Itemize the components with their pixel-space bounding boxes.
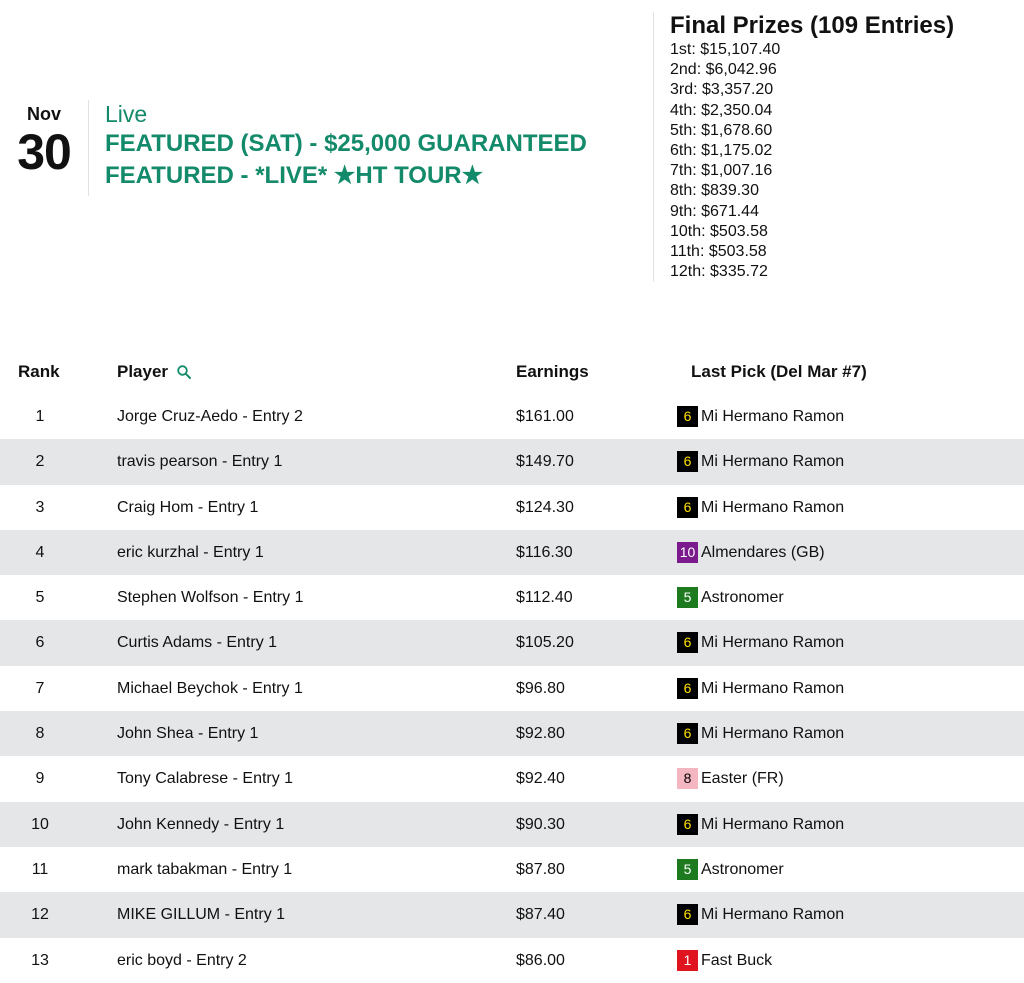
prize-item: 9th: $671.44 <box>670 202 759 220</box>
table-row[interactable] <box>0 666 1024 711</box>
horse-name: Mi Hermano Ramon <box>701 634 845 652</box>
rank-cell: 12 <box>31 906 49 924</box>
earnings-cell: $112.40 <box>516 589 573 607</box>
saddlecloth-number: 1 <box>677 950 698 971</box>
rank-cell: 5 <box>35 589 45 607</box>
table-row[interactable] <box>0 394 1024 439</box>
earnings-cell: $90.30 <box>516 815 565 833</box>
horse-name: Mi Hermano Ramon <box>701 906 845 924</box>
saddlecloth-number: 8 <box>677 768 698 789</box>
prize-item: 12th: $335.72 <box>670 263 768 281</box>
prizes-panel <box>670 12 954 282</box>
earnings-cell: $105.20 <box>516 634 574 652</box>
header-player[interactable] <box>117 362 192 382</box>
last-pick-cell <box>677 485 844 530</box>
prize-item: 7th: $1,007.16 <box>670 162 773 180</box>
search-icon[interactable] <box>176 364 192 380</box>
prizes-title: Final Prizes (109 Entries) <box>670 12 955 39</box>
last-pick-cell <box>677 530 825 575</box>
rank-cell: 6 <box>35 634 45 652</box>
table-header <box>0 348 1024 394</box>
last-pick-cell <box>677 847 784 892</box>
saddlecloth-number: 6 <box>677 406 698 427</box>
rank-cell: 8 <box>35 725 45 743</box>
saddlecloth-number: 6 <box>677 632 698 653</box>
player-cell[interactable]: travis pearson - Entry 1 <box>117 453 283 471</box>
player-cell[interactable]: John Shea - Entry 1 <box>117 725 259 743</box>
earnings-cell: $92.40 <box>516 770 565 788</box>
event-month: Nov <box>26 104 61 124</box>
saddlecloth-number: 6 <box>677 678 698 699</box>
last-pick-cell <box>677 938 772 983</box>
saddlecloth-number: 6 <box>677 451 698 472</box>
table-row[interactable] <box>0 802 1024 847</box>
rank-cell: 13 <box>31 951 49 969</box>
prize-item: 11th: $503.58 <box>670 243 767 261</box>
earnings-cell: $87.40 <box>516 906 565 924</box>
last-pick-cell <box>677 575 784 620</box>
prize-item: 5th: $1,678.60 <box>670 121 773 139</box>
event-date <box>0 102 88 178</box>
earnings-cell: $116.30 <box>516 543 573 561</box>
table-body <box>0 394 1024 983</box>
earnings-cell: $124.30 <box>516 498 574 516</box>
leaderboard-table <box>0 348 1024 983</box>
prize-item: 10th: $503.58 <box>670 222 768 240</box>
prizes-divider <box>653 12 654 282</box>
prize-item: 8th: $839.30 <box>670 182 759 200</box>
rank-cell: 9 <box>35 770 45 788</box>
earnings-cell: $92.80 <box>516 725 565 743</box>
header-earnings[interactable]: Earnings <box>516 362 589 381</box>
saddlecloth-number: 5 <box>677 587 698 608</box>
last-pick-cell <box>677 892 844 937</box>
prize-item: 4th: $2,350.04 <box>670 101 773 119</box>
earnings-cell: $149.70 <box>516 453 574 471</box>
header-last-pick[interactable]: Last Pick (Del Mar #7) <box>691 362 867 381</box>
table-row[interactable] <box>0 485 1024 530</box>
table-row[interactable] <box>0 711 1024 756</box>
horse-name: Fast Buck <box>701 951 773 969</box>
rank-cell: 4 <box>35 543 45 561</box>
horse-name: Mi Hermano Ramon <box>701 679 845 697</box>
player-cell[interactable]: Curtis Adams - Entry 1 <box>117 634 278 652</box>
prizes-list <box>670 40 954 282</box>
table-row[interactable] <box>0 620 1024 665</box>
last-pick-cell <box>677 756 784 801</box>
horse-name: Mi Hermano Ramon <box>701 498 845 516</box>
horse-name: Almendares (GB) <box>701 543 825 561</box>
table-row[interactable] <box>0 892 1024 937</box>
prize-item: 3rd: $3,357.20 <box>670 81 774 99</box>
rank-cell: 10 <box>31 815 49 833</box>
horse-name: Astronomer <box>701 860 784 878</box>
saddlecloth-number: 6 <box>677 497 698 518</box>
player-cell[interactable]: Stephen Wolfson - Entry 1 <box>117 589 304 607</box>
earnings-cell: $86.00 <box>516 951 565 969</box>
table-row[interactable] <box>0 530 1024 575</box>
prize-item: 1st: $15,107.40 <box>670 41 781 58</box>
player-cell[interactable]: eric kurzhal - Entry 1 <box>117 543 264 561</box>
rank-cell: 7 <box>35 679 45 697</box>
horse-name: Mi Hermano Ramon <box>701 815 845 833</box>
table-row[interactable] <box>0 756 1024 801</box>
rank-cell: 11 <box>31 860 49 878</box>
saddlecloth-number: 6 <box>677 904 698 925</box>
horse-name: Mi Hermano Ramon <box>701 453 845 471</box>
event-info <box>105 100 587 192</box>
earnings-cell: $161.00 <box>516 408 574 425</box>
player-cell[interactable]: Tony Calabrese - Entry 1 <box>117 770 294 788</box>
player-cell[interactable]: Jorge Cruz-Aedo - Entry 2 <box>117 408 303 425</box>
last-pick-cell <box>677 666 844 711</box>
rank-cell: 3 <box>35 498 45 516</box>
table-row[interactable] <box>0 938 1024 983</box>
table-row[interactable] <box>0 439 1024 484</box>
last-pick-cell <box>677 802 844 847</box>
last-pick-cell <box>677 711 844 756</box>
player-cell[interactable]: Craig Hom - Entry 1 <box>117 498 259 516</box>
event-title-line-1: FEATURED (SAT) - $25,000 GUARANTEED <box>105 130 587 157</box>
player-cell[interactable]: John Kennedy - Entry 1 <box>117 815 285 833</box>
last-pick-cell <box>677 620 844 665</box>
saddlecloth-number: 6 <box>677 723 698 744</box>
event-day: 30 <box>17 124 71 180</box>
horse-name: Mi Hermano Ramon <box>701 408 845 425</box>
event-title-line-2: FEATURED - *LIVE* ★HT TOUR★ <box>105 162 484 189</box>
header-player-label: Player <box>117 362 169 381</box>
rank-cell: 1 <box>35 408 45 425</box>
player-cell[interactable]: mark tabakman - Entry 1 <box>117 860 293 878</box>
last-pick-cell <box>677 439 844 484</box>
header-rank[interactable]: Rank <box>18 362 60 381</box>
prize-item: 2nd: $6,042.96 <box>670 61 777 79</box>
horse-name: Easter (FR) <box>701 770 784 788</box>
saddlecloth-number: 10 <box>677 542 698 563</box>
last-pick-cell <box>677 394 844 439</box>
player-cell[interactable]: MIKE GILLUM - Entry 1 <box>117 906 286 924</box>
saddlecloth-number: 5 <box>677 859 698 880</box>
horse-name: Astronomer <box>701 589 784 607</box>
earnings-cell: $87.80 <box>516 860 565 878</box>
saddlecloth-number: 6 <box>677 814 698 835</box>
horse-name: Mi Hermano Ramon <box>701 725 845 743</box>
earnings-cell: $96.80 <box>516 679 565 697</box>
table-row[interactable] <box>0 847 1024 892</box>
player-cell[interactable]: eric boyd - Entry 2 <box>117 951 247 969</box>
table-row[interactable] <box>0 575 1024 620</box>
event-status: Live <box>105 101 148 127</box>
rank-cell: 2 <box>35 453 45 471</box>
prize-item: 6th: $1,175.02 <box>670 142 773 160</box>
date-divider <box>88 100 89 196</box>
player-cell[interactable]: Michael Beychok - Entry 1 <box>117 679 303 697</box>
